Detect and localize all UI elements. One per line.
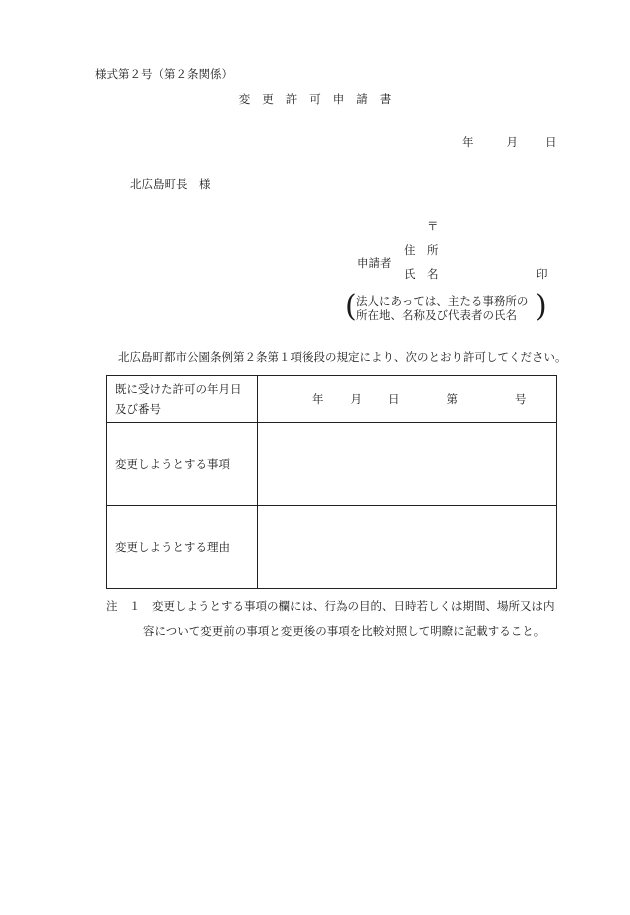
table-row — [107, 506, 557, 589]
prior-permit-label-line1: 既に受けた許可の年月日 — [115, 382, 242, 396]
date-day: 日 — [545, 135, 557, 149]
corporate-note-line2: 所在地、名称及び代表者の氏名 — [356, 308, 517, 322]
note-line2: 容について変更前の事項と変更後の事項を比較対照して明瞭に記載すること。 — [143, 624, 546, 638]
application-table — [106, 375, 557, 589]
permit-go: 号 — [515, 392, 527, 406]
document-title: 変更許可申請書 — [238, 92, 404, 106]
corporate-note — [345, 289, 547, 324]
applicant-label: 申請者 — [357, 256, 392, 270]
note-line1: 注 １ 変更しようとする事項の欄には、行為の目的、日時若しくは期間、場所又は内 — [106, 599, 555, 613]
addressee: 北広島町長 様 — [130, 177, 211, 191]
corporate-note-line1: 法人にあっては、主たる事務所の — [356, 294, 529, 308]
date-month: 月 — [506, 135, 518, 149]
form-number: 様式第２号（第２条関係） — [95, 67, 233, 81]
change-reason-field[interactable] — [258, 506, 557, 589]
request-statement: 北広島町都市公園条例第２条第１項後段の規定により、次のとおり許可してください。 — [118, 350, 567, 364]
seal-mark: 印 — [536, 267, 548, 281]
date-year: 年 — [462, 135, 474, 149]
table-row — [107, 376, 557, 423]
prior-permit-label-line2: 及び番号 — [115, 402, 161, 416]
permit-year: 年 — [312, 392, 324, 406]
permit-dai: 第 — [446, 392, 458, 406]
table-row — [107, 423, 557, 506]
permit-day: 日 — [388, 392, 400, 406]
prior-permit-label — [107, 376, 258, 423]
submission-date — [462, 137, 557, 149]
permit-month: 月 — [350, 392, 362, 406]
change-reason-label: 変更しようとする理由 — [107, 506, 258, 589]
prior-permit-date-number — [258, 391, 556, 407]
change-item-label: 変更しようとする事項 — [107, 423, 258, 506]
name-label: 氏 名 — [404, 267, 439, 281]
change-item-field[interactable] — [258, 423, 557, 506]
prior-permit-value-field[interactable] — [258, 376, 557, 423]
open-paren: ( — [345, 289, 357, 324]
postal-mark: 〒 — [427, 219, 439, 233]
close-paren: ) — [535, 289, 547, 324]
address-label: 住 所 — [404, 243, 439, 257]
